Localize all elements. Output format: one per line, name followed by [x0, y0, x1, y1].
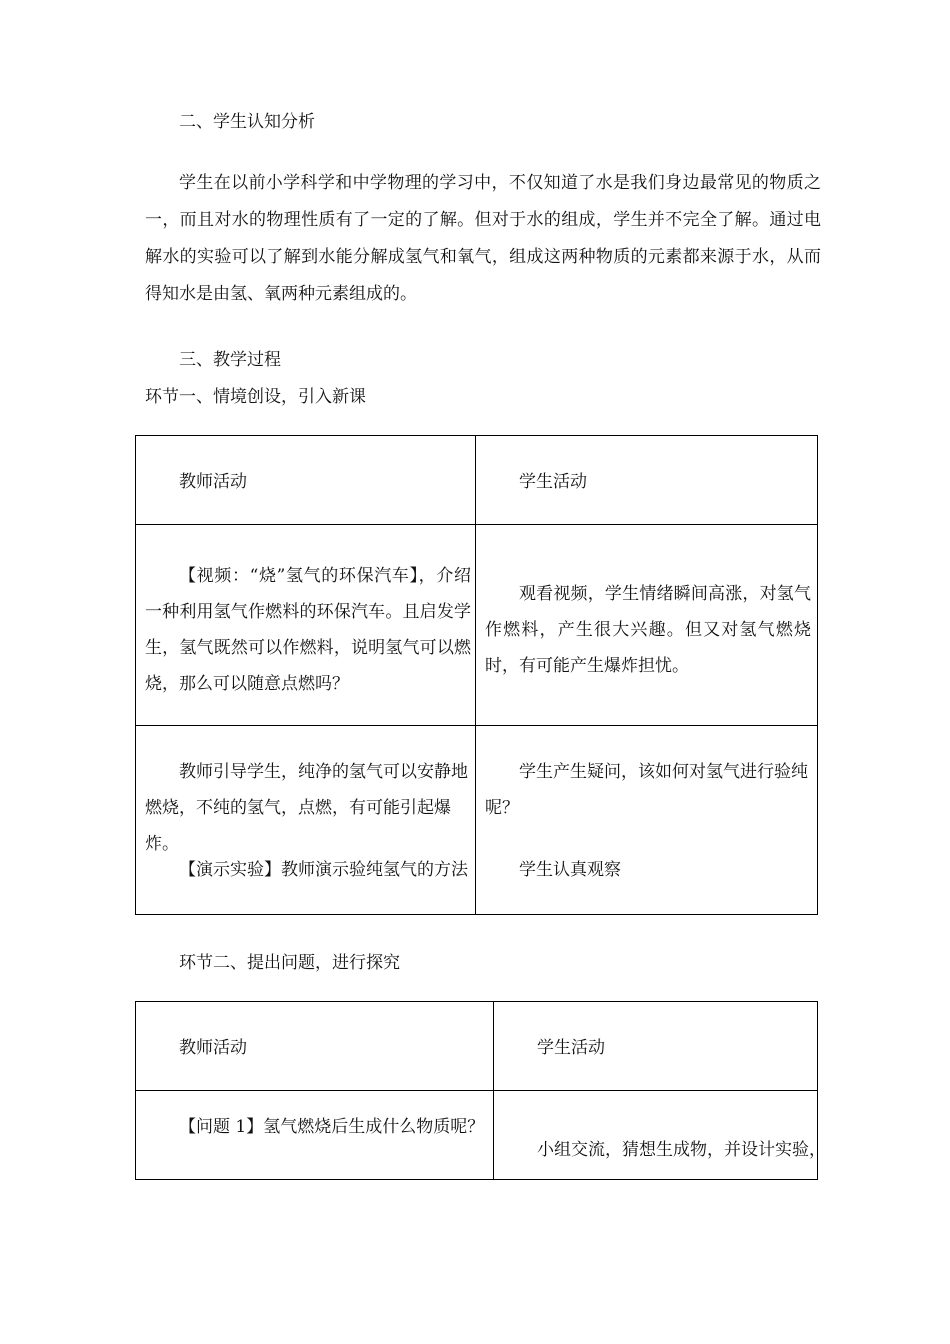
section2-paragraph: 学生在以前小学科学和中学物理的学习中，不仅知道了水是我们身边最常见的物质之一，而且对水的物理性质有了一定的了解。但对于水的组成，学生并不完全了解。通过电解水的实验可以了解到水能分解成氢气和氧气，组成这两种物质的元素都来源于水，从而得知水是由氢、氧两种元素组成的。	[145, 173, 821, 304]
row1-student-text: 观看视频，学生情绪瞬间高涨，对氢气作燃料，产生很大兴趣。但又对氢气燃烧时，有可能产生爆炸担忧。	[485, 584, 811, 676]
table-cell-student	[494, 1091, 826, 1180]
row2-student-text-a: 学生产生疑问，该如何对氢气进行验纯呢？	[485, 762, 808, 818]
header-cell-student	[476, 436, 818, 525]
table-cell-teacher	[136, 525, 476, 726]
header-cell-student	[494, 1002, 818, 1091]
table-step2	[135, 1001, 826, 1180]
row1-teacher-text: 【视频：“烧”氢气的环保汽车】，介绍一种利用氢气作燃料的环保汽车。且启发学生，氢气既然可以作燃料，说明氢气可以燃烧，那么可以随意点燃吗？	[145, 566, 471, 694]
row2-teacher-text-a: 教师引导学生，纯净的氢气可以安静地燃烧，不纯的氢气，点燃，有可能引起爆炸。	[145, 762, 468, 854]
header-student-label: 学生活动	[519, 472, 587, 492]
table-step1	[135, 435, 818, 915]
section3-heading: 三、教学过程	[179, 350, 281, 370]
table-cell-student	[476, 726, 818, 915]
section2-heading: 二、学生认知分析	[179, 112, 315, 132]
row2-teacher-text-b: 【演示实验】教师演示验纯氢气的方法	[179, 860, 468, 880]
table-header-row	[136, 436, 818, 525]
header-student-label: 学生活动	[537, 1038, 605, 1058]
step1-title: 环节一、情境创设，引入新课	[145, 387, 366, 407]
step2-title: 环节二、提出问题，进行探究	[179, 953, 400, 973]
table-row	[136, 726, 818, 915]
header-teacher-label: 教师活动	[179, 1038, 247, 1058]
row1-student-text: 小组交流，猜想生成物，并设计实验，	[537, 1140, 826, 1160]
table-row	[136, 525, 818, 726]
table-row	[136, 1091, 818, 1180]
header-cell-teacher	[136, 436, 476, 525]
table-cell-teacher	[136, 1091, 494, 1180]
row2-student-text-b: 学生认真观察	[519, 860, 621, 880]
header-cell-teacher	[136, 1002, 494, 1091]
table-header-row	[136, 1002, 818, 1091]
header-teacher-label: 教师活动	[179, 472, 247, 492]
table-cell-teacher	[136, 726, 476, 915]
row1-teacher-text: 【问题 1】氢气燃烧后生成什么物质呢？	[179, 1117, 485, 1137]
table-cell-student	[476, 525, 818, 726]
